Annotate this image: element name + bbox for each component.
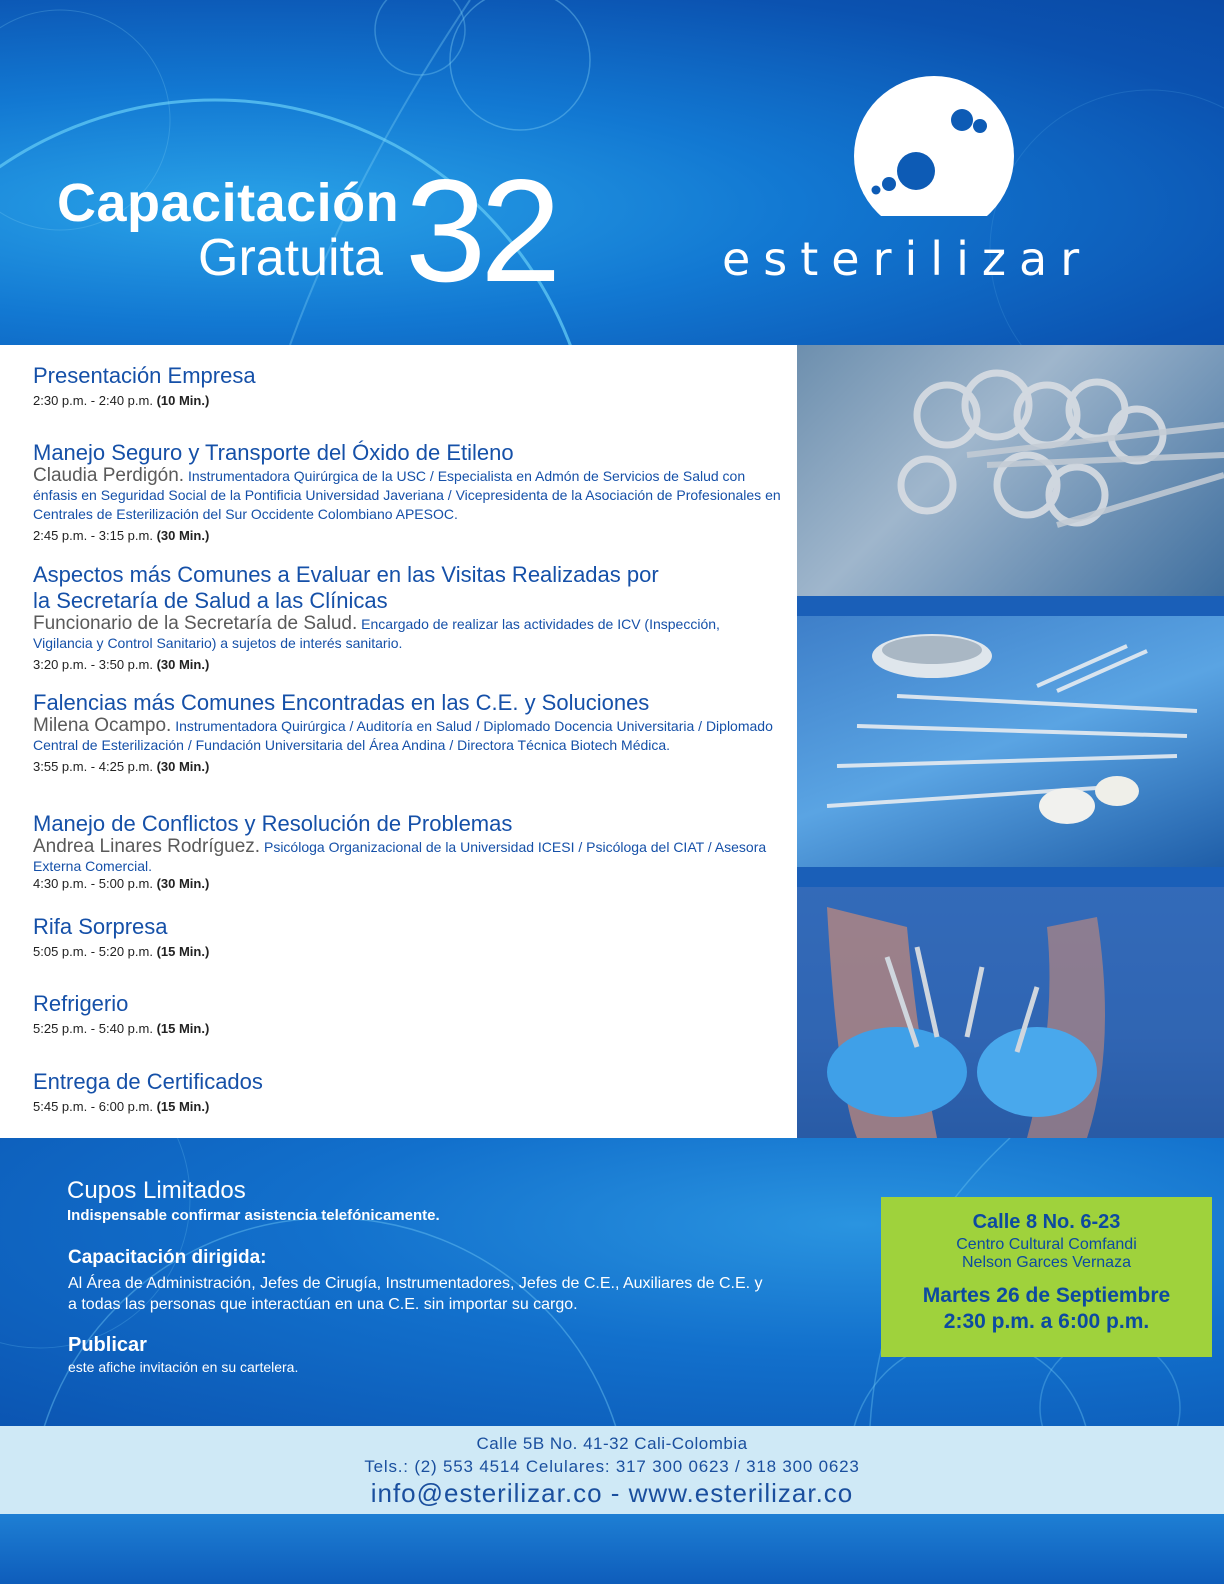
time-range: 3:55 p.m. - 4:25 p.m.	[33, 759, 153, 774]
agenda-item-description	[33, 716, 783, 755]
event-hours: 2:30 p.m. a 6:00 p.m.	[943, 1310, 1150, 1333]
duration: (15 Min.)	[156, 1021, 210, 1036]
agenda-item-title: Manejo de Conflictos y Resolución de Problemas	[33, 811, 513, 836]
time-range: 5:45 p.m. - 6:00 p.m.	[33, 1099, 153, 1114]
venue-address: Calle 8 No. 6-23	[972, 1211, 1121, 1233]
gloved-hands-icon	[797, 887, 1224, 1138]
agenda-item-time	[33, 876, 783, 891]
title-line-2: Gratuita	[198, 229, 383, 287]
title-number: 32	[405, 149, 556, 312]
speaker-bio: Instrumentadora Quirúrgica de la USC / Especialista en Admón de Servicios de Salud con énfasis en Seguridad Social de la Pontificia Universidad Javeriana / Vicepresidenta de la Asociación de Profesionales en Centrales de Esterilización del Sur Occidente Colombiano APESOC.	[33, 468, 781, 522]
event-date: Martes 26 de Septiembre	[922, 1284, 1171, 1307]
photo-gloved-hands	[797, 887, 1224, 1138]
duration: (30 Min.)	[156, 528, 210, 543]
footer-strip	[0, 1514, 1224, 1584]
venue-place-line2: Nelson Garces Vernaza	[962, 1254, 1131, 1271]
agenda-item-details	[33, 614, 783, 672]
duration: (30 Min.)	[156, 657, 210, 672]
speaker-name: Claudia Perdigón.	[33, 465, 185, 486]
agenda-item-description	[33, 614, 783, 653]
cupos-title: Cupos Limitados	[67, 1177, 246, 1204]
time-range: 3:20 p.m. - 3:50 p.m.	[33, 657, 153, 672]
agenda-item-time	[33, 657, 783, 672]
agenda-item-time	[33, 759, 783, 774]
time-range: 5:05 p.m. - 5:20 p.m.	[33, 944, 153, 959]
dirigida-title: Capacitación dirigida:	[68, 1247, 267, 1268]
publicar-text: este afiche invitación en su cartelera.	[68, 1359, 299, 1375]
venue-place-line1: Centro Cultural Comfandi	[956, 1236, 1137, 1253]
time-range: 5:25 p.m. - 5:40 p.m.	[33, 1021, 153, 1036]
photo-instrument-tray	[797, 616, 1224, 867]
cupos-text: Indispensable confirmar asistencia telefónicamente.	[67, 1207, 440, 1224]
agenda-item-title: Refrigerio	[33, 991, 129, 1016]
agenda-item	[33, 811, 783, 891]
time-range: 2:45 p.m. - 3:15 p.m.	[33, 528, 153, 543]
agenda-item-description	[33, 466, 783, 524]
footer-contact	[0, 1426, 1224, 1514]
time-range: 4:30 p.m. - 5:00 p.m.	[33, 876, 153, 891]
agenda-item-title: Manejo Seguro y Transporte del Óxido de Etileno	[33, 440, 514, 465]
duration: (30 Min.)	[156, 876, 210, 891]
venue-box	[881, 1197, 1212, 1357]
agenda-item-title: Aspectos más Comunes a Evaluar en las Visitas Realizadas por la Secretaría de Salud a las Clínicas	[33, 562, 659, 613]
duration: (15 Min.)	[156, 1099, 210, 1114]
agenda-item-title: Entrega de Certificados	[33, 1069, 263, 1094]
speaker-bio: Instrumentadora Quirúrgica / Auditoría en Salud / Diplomado Docencia Universitaria / Diplomado Central de Esterilización / Fundación Universitaria del Área Andina / Directora Técnica Biotech Médica.	[33, 718, 773, 753]
agenda-panel	[0, 345, 797, 1138]
agenda-item-time	[33, 528, 783, 543]
header-banner	[0, 0, 1224, 345]
agenda-item-title: Falencias más Comunes Encontradas en las C.E. y Soluciones	[33, 690, 650, 715]
agenda-item-time	[33, 944, 783, 959]
agenda-item-description	[33, 837, 783, 876]
agenda-item-title: Rifa Sorpresa	[33, 914, 168, 939]
brand-wordmark: esterilizar	[722, 232, 1093, 286]
footer-phones: Tels.: (2) 553 4514 Celulares: 317 300 0623 / 318 300 0623	[364, 1457, 860, 1476]
photo-surgical-instruments	[797, 345, 1224, 596]
scissors-icon	[797, 345, 1224, 596]
brand-logo-icon	[852, 76, 1022, 216]
dirigida-text: Al Área de Administración, Jefes de Cirugía, Instrumentadores, Jefes de C.E., Auxiliares de C.E. y a todas las personas que interactúan en una C.E. sin importar su cargo.	[68, 1275, 763, 1313]
agenda-item	[33, 914, 783, 959]
footer-address: Calle 5B No. 41-32 Cali-Colombia	[476, 1434, 748, 1453]
agenda-item	[33, 991, 783, 1036]
agenda-item-title: Presentación Empresa	[33, 363, 256, 388]
duration: (30 Min.)	[156, 759, 210, 774]
speaker-bio: Psicóloga Organizacional de la Universidad ICESI / Psicóloga del CIAT / Asesora Externa Comercial.	[33, 839, 767, 874]
photo-column	[797, 345, 1224, 1138]
footer-web-link[interactable]: info@esterilizar.co - www.esterilizar.co	[370, 1478, 854, 1508]
time-range: 2:30 p.m. - 2:40 p.m.	[33, 393, 153, 408]
agenda-item-time	[33, 1099, 783, 1114]
speaker-name: Funcionario de la Secretaría de Salud.	[33, 613, 358, 634]
speaker-name: Milena Ocampo.	[33, 715, 172, 736]
speaker-bio: Encargado de realizar las actividades de ICV (Inspección, Vigilancia y Control Sanitario) a sujetos de interés sanitario.	[33, 616, 720, 651]
tray-icon	[797, 616, 1224, 867]
publicar-title: Publicar	[68, 1334, 147, 1356]
speaker-name: Andrea Linares Rodríguez.	[33, 836, 261, 857]
agenda-item	[33, 363, 783, 408]
duration: (10 Min.)	[156, 393, 210, 408]
title-line-1: Capacitación	[57, 173, 400, 233]
agenda-item	[33, 562, 673, 614]
duration: (15 Min.)	[156, 944, 210, 959]
agenda-item	[33, 1069, 783, 1114]
agenda-item-time	[33, 393, 783, 408]
agenda-item	[33, 440, 783, 543]
agenda-item	[33, 690, 783, 774]
agenda-item-time	[33, 1021, 783, 1036]
